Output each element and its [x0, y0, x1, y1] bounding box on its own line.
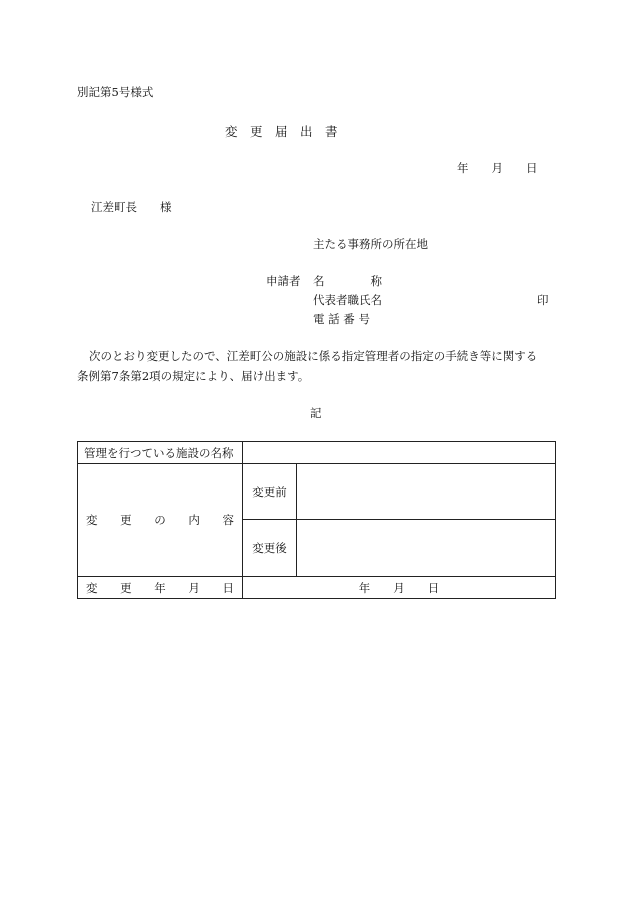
- content-char: 容: [222, 513, 234, 527]
- body-line-2: 条例第7条第2項の規定により、届け出ます。: [77, 369, 310, 383]
- representative-label: 代表者職氏名: [313, 293, 382, 307]
- name-label: 名 称: [313, 274, 382, 288]
- before-change-label-text: 変更前: [252, 484, 287, 499]
- before-change-value[interactable]: [297, 464, 556, 520]
- facility-name-label: [78, 442, 243, 464]
- date-line: 年 月 日: [457, 161, 538, 175]
- applicant-role-label: 申請者: [266, 274, 301, 288]
- date-char: 月: [188, 580, 200, 595]
- date-char: 年: [154, 580, 166, 595]
- date-char: 変: [86, 580, 98, 595]
- form-number: 別記第5号様式: [77, 85, 154, 99]
- address-label: 主たる事務所の所在地: [313, 237, 428, 251]
- date-char: 更: [120, 580, 132, 595]
- addressee: 江差町長 様: [91, 200, 172, 214]
- document-title: 変 更 届 出 書: [225, 124, 338, 139]
- phone-label: 電 話 番 号: [313, 312, 370, 326]
- facility-name-value[interactable]: [243, 442, 556, 464]
- change-date-label: [78, 577, 243, 599]
- change-form-table: [77, 441, 556, 599]
- before-change-label: [243, 464, 297, 520]
- content-char: の: [154, 513, 166, 527]
- ki-heading: 記: [310, 406, 322, 420]
- change-content-label: [78, 464, 243, 577]
- after-change-label: [243, 520, 297, 577]
- after-change-value[interactable]: [297, 520, 556, 577]
- date-char: 日: [222, 580, 234, 595]
- after-change-label-text: 変更後: [252, 541, 287, 555]
- change-date-value[interactable]: [243, 577, 556, 599]
- content-char: 更: [120, 513, 132, 527]
- seal-mark: 印: [537, 293, 549, 307]
- change-date-value-text: 年 月 日: [358, 580, 440, 595]
- body-line-1: 次のとおり変更したので、江差町公の施設に係る指定管理者の指定の手続き等に関する: [89, 349, 538, 363]
- content-char: 内: [188, 513, 200, 527]
- facility-name-label-text: 管理を行つている施設の名称: [84, 445, 234, 460]
- content-char: 変: [86, 513, 98, 527]
